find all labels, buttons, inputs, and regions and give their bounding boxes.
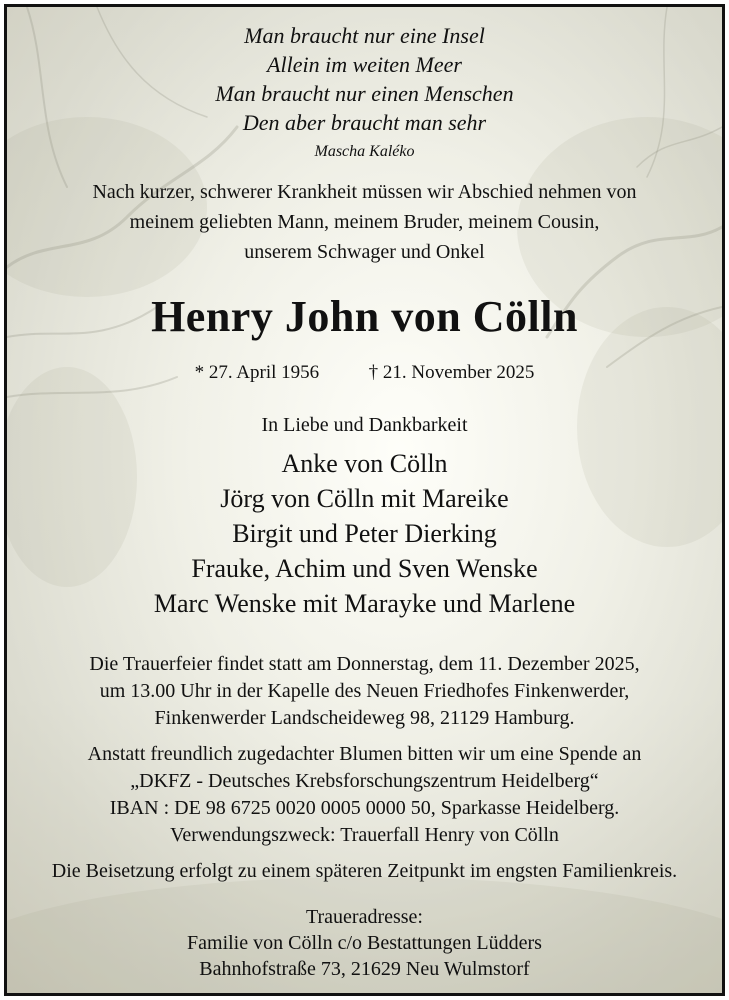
intro-line: Nach kurzer, schwerer Krankheit müssen wir Abschied nehmen von [92,181,637,203]
poem-author: Mascha Kaléko [314,143,415,160]
poem-line: Allein im weiten Meer [267,52,462,77]
death-date: † 21. November 2025 [368,362,535,383]
mourner-name: Marc Wenske mit Marayke und Marlene [153,589,576,618]
funeral-info-line: Finkenwerder Landscheideweg 98, 21129 Hamburg. [154,707,575,729]
funeral-info-line: um 13.00 Uhr in der Kapelle des Neuen Friedhofes Finkenwerder, [99,680,630,702]
mourner-name: Anke von Cölln [281,449,448,478]
address-heading: Traueradresse: [305,906,423,928]
address-line: Bahnhofstraße 73, 21629 Neu Wulmstorf [199,958,530,980]
funeral-info-line: Die Trauerfeier findet statt am Donnerstag, dem 11. Dezember 2025, [89,653,640,675]
life-dates [7,362,722,384]
address-line: Familie von Cölln c/o Bestattungen Lüdders [187,932,542,954]
donation-line: Verwendungszweck: Trauerfall Henry von Cölln [170,824,559,846]
poem-line: Man braucht nur einen Menschen [215,81,514,106]
mourner-name: Birgit und Peter Dierking [232,519,497,548]
poem-line: Man braucht nur eine Insel [244,23,485,48]
poem-line: Den aber braucht man sehr [242,110,487,135]
mourners-heading: In Liebe und Dankbarkeit [261,414,468,436]
intro-line: meinem geliebten Mann, meinem Bruder, meinem Cousin, [129,211,600,233]
donation-line: Anstatt freundlich zugedachter Blumen bitten wir um eine Spende an [87,743,642,765]
burial-note: Die Beisetzung erfolgt zu einem späteren Zeitpunkt im engsten Familienkreis. [51,860,678,882]
birth-date: * 27. April 1956 [194,362,320,383]
mourner-name: Jörg von Cölln mit Mareike [220,484,509,513]
donation-line: „DKFZ - Deutsches Krebsforschungszentrum Heidelberg“ [130,770,599,792]
donation-line: IBAN : DE 98 6725 0020 0005 0000 50, Sparkasse Heidelberg. [109,797,620,819]
mourner-name: Frauke, Achim und Sven Wenske [191,554,538,583]
intro-line: unserem Schwager und Onkel [244,241,485,263]
deceased-name: Henry John von Cölln [151,292,578,341]
obituary-notice [4,4,725,996]
